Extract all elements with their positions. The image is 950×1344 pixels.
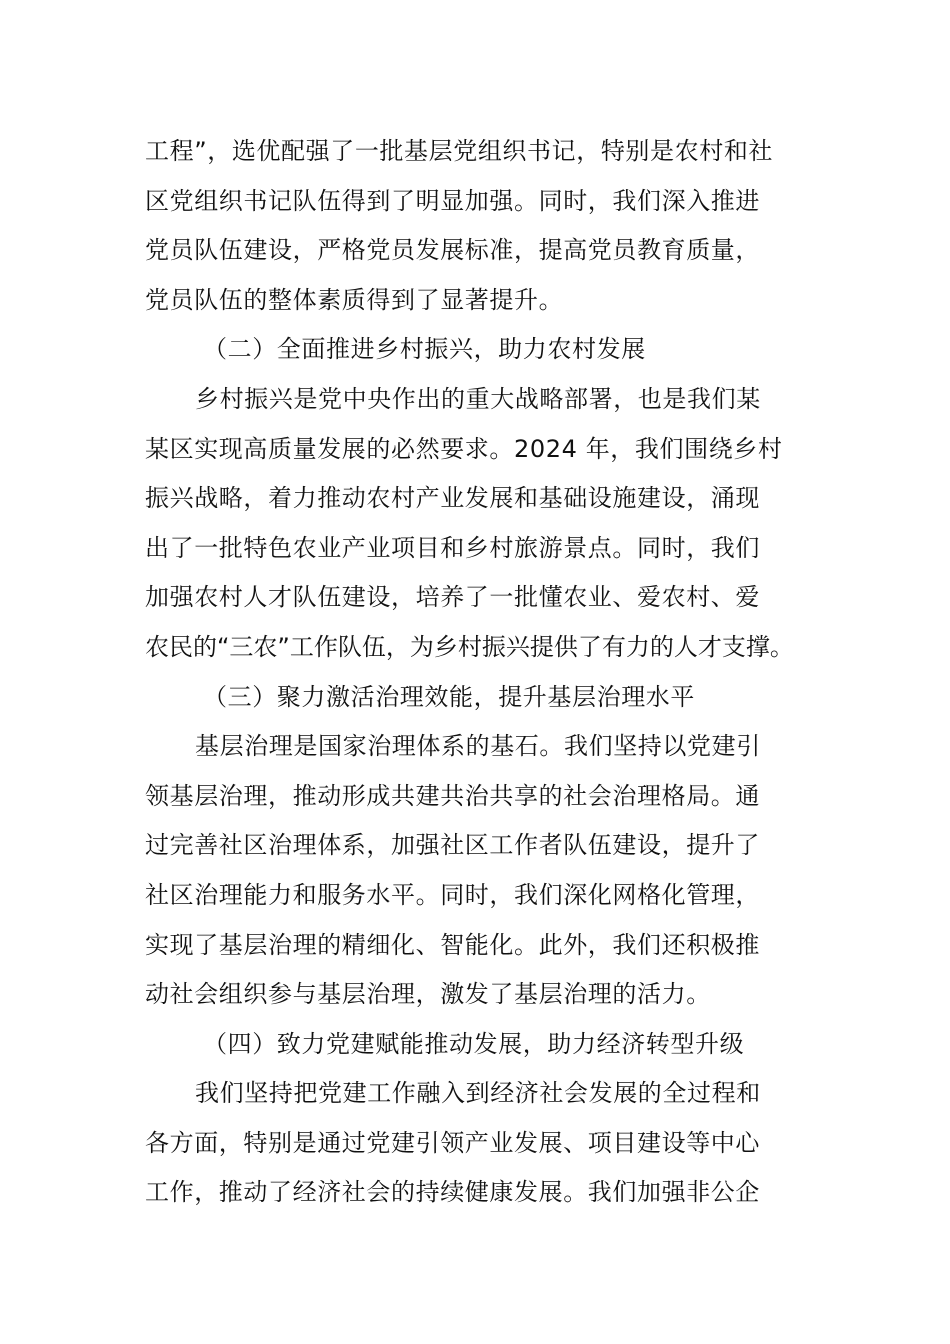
- section-heading-2: （二）全面推进乡村振兴，助力农村发展: [203, 335, 646, 364]
- text-line: 各方面，特别是通过党建引领产业发展、项目建设等中心: [145, 1128, 760, 1157]
- text-line: 实现了基层治理的精细化、智能化。此外，我们还积极推: [145, 930, 760, 959]
- text-line: 农民的“三农”工作队伍，为乡村振兴提供了有力的人才支撑。: [145, 632, 794, 661]
- paragraph-first-line: 我们坚持把党建工作融入到经济社会发展的全过程和: [195, 1079, 761, 1108]
- text-line: 加强农村人才队伍建设，培养了一批懂农业、爱农村、爱: [145, 583, 760, 612]
- section-heading-4: （四）致力党建赋能推动发展，助力经济转型升级: [203, 1029, 745, 1058]
- text-line: 党员队伍建设，严格党员发展标准，提高党员教育质量，: [145, 236, 760, 265]
- text-line: 工作，推动了经济社会的持续健康发展。我们加强非公企: [145, 1178, 760, 1207]
- text-line: 出了一批特色农业产业项目和乡村旅游景点。同时，我们: [145, 533, 760, 562]
- text-line: 振兴战略，着力推动农村产业发展和基础设施建设，涌现: [145, 484, 760, 513]
- text-line: 党员队伍的整体素质得到了显著提升。: [145, 285, 564, 314]
- paragraph-first-line: 乡村振兴是党中央作出的重大战略部署，也是我们某: [195, 384, 761, 413]
- text-line: 社区治理能力和服务水平。同时，我们深化网格化管理，: [145, 880, 760, 909]
- text-line: 过完善社区治理体系，加强社区工作者队伍建设，提升了: [145, 831, 760, 860]
- section-heading-3: （三）聚力激活治理效能，提升基层治理水平: [203, 682, 695, 711]
- paragraph-first-line: 基层治理是国家治理体系的基石。我们坚持以党建引: [195, 732, 761, 761]
- text-line: 工程”，选优配强了一批基层党组织书记，特别是农村和社: [145, 137, 774, 165]
- text-line: 区党组织书记队伍得到了明显加强。同时，我们深入推进: [145, 186, 760, 215]
- text-line: 某区实现高质量发展的必然要求。2024 年，我们围绕乡村: [145, 434, 783, 463]
- document-body: [145, 127, 815, 1218]
- text-line: 领基层治理，推动形成共建共治共享的社会治理格局。通: [145, 781, 760, 810]
- text-line: 动社会组织参与基层治理，激发了基层治理的活力。: [145, 980, 711, 1009]
